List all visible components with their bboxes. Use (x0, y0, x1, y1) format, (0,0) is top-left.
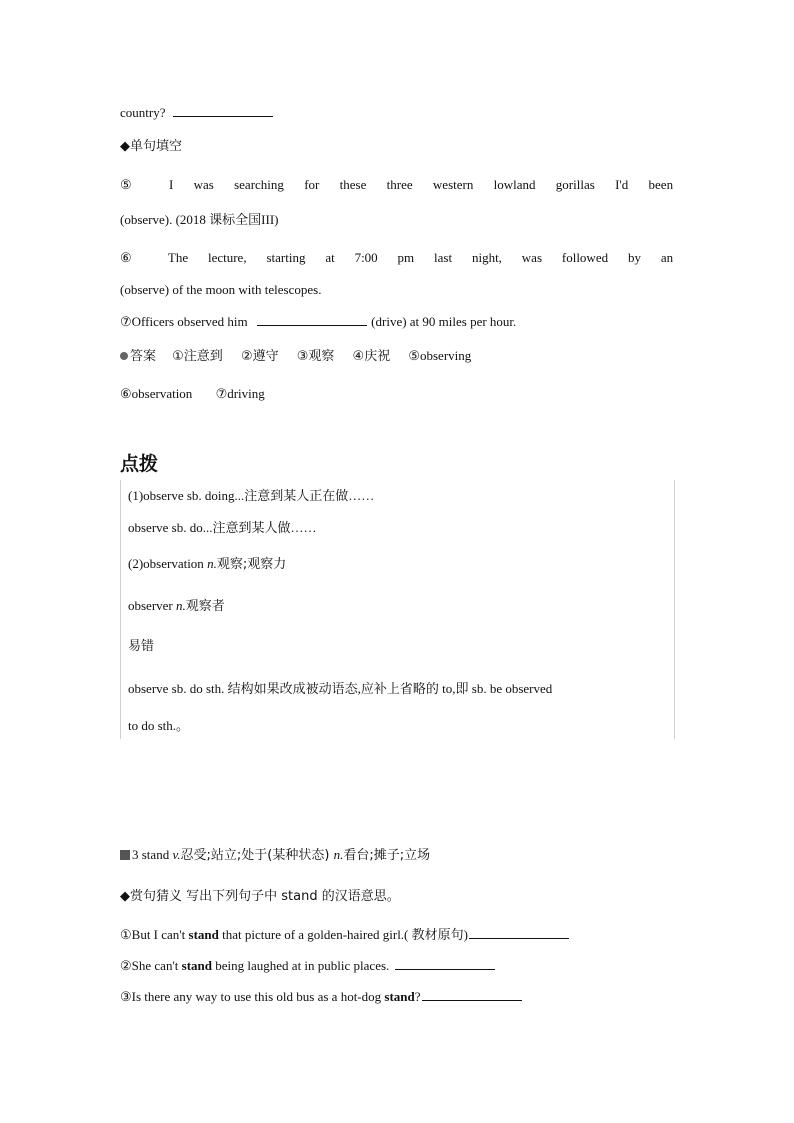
pen-icon (120, 352, 128, 360)
tip-line: to do sth.。 (128, 718, 190, 733)
answer-item: ④庆祝 (352, 349, 391, 364)
answer-blank[interactable] (173, 104, 273, 117)
answer-item: ⑤observing (408, 348, 472, 363)
tip-line: (1)observe sb. doing...注意到某人正在做…… (128, 488, 375, 503)
answer-blank[interactable] (257, 313, 367, 326)
answer-blank[interactable] (395, 957, 495, 970)
question-4-tail (120, 104, 273, 121)
question-6-line-1: ⑥ The lecture, starting at 7:00 pm last night, was followed by an (120, 250, 674, 265)
stand-sentence-1: ①But I can't stand that picture of a golden-haired girl.( 教材原句) (120, 926, 569, 943)
stand-sentence-2: ②She can't stand being laughed at in public places. (120, 957, 495, 974)
answer-blank[interactable] (469, 926, 569, 939)
answer-item: ⑥observation (120, 386, 193, 401)
answer-item: ②遵守 (240, 349, 279, 364)
question-7-prefix: ⑦Officers observed him (120, 314, 248, 329)
stand-sentence-3: ③Is there any way to use this old bus as a hot-dog stand? (120, 988, 522, 1005)
answer-blank[interactable] (422, 988, 522, 1001)
question-7-suffix: (drive) at 90 miles per hour. (371, 314, 517, 329)
tip-heading: 点拨 (120, 453, 159, 475)
tip-line: (2)observation n.观察;观察力 (128, 556, 287, 572)
answer-label: 答案 (130, 349, 157, 364)
question-5-line-2: (observe). (2018 课标全国III) (120, 212, 279, 227)
question-7 (120, 313, 516, 330)
answer-item: ⑦driving (215, 386, 265, 401)
question-4-text: country? (120, 105, 166, 120)
word-entry-stand: 3 stand v.忍受;站立;处于(某种状态) n.看台;摊子;立场 (120, 847, 430, 864)
square-bullet-icon (120, 850, 130, 860)
answer-item: ③观察 (296, 349, 335, 364)
tip-line: observe sb. do sth. 结构如果改成被动语态,应补上省略的 to,即 sb. be observed (128, 681, 553, 696)
answers-row-2 (120, 386, 265, 402)
tip-box (120, 480, 675, 739)
tip-line: observe sb. do...注意到某人做…… (128, 520, 317, 535)
guess-meaning-header: ◆赏句猜义 写出下列句子中 stand 的汉语意思。 (120, 889, 400, 904)
answers-row-1 (120, 348, 471, 365)
error-prone-label: 易错 (128, 639, 155, 654)
question-6-line-2: (observe) of the moon with telescopes. (120, 282, 322, 297)
question-5-line-1: ⑤ I was searching for these three western lowland gorillas I'd been (120, 177, 674, 192)
tip-line: observer n.观察者 (128, 598, 225, 614)
answer-item: ①注意到 (172, 349, 223, 364)
fill-blank-header: ◆单句填空 (120, 139, 182, 154)
